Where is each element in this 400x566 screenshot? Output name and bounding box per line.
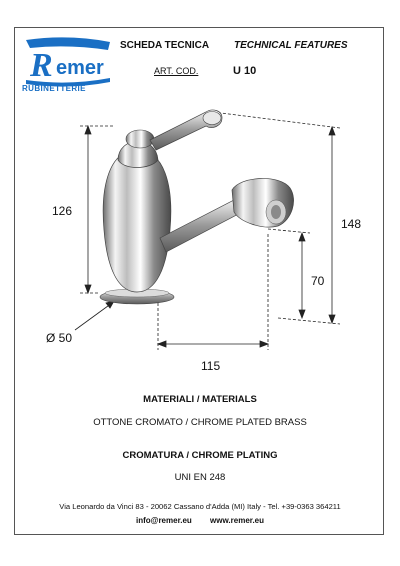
email-link[interactable]: info@remer.eu — [135, 516, 192, 525]
dimension-line-70 — [268, 229, 310, 318]
plating-value: UNI EN 248 — [174, 472, 226, 483]
dimension-label-spout-reach: 115 — [201, 359, 221, 373]
plating-title: CROMATURA / CHROME PLATING — [122, 450, 278, 461]
dimension-line-115 — [158, 234, 268, 350]
website-link[interactable]: www.remer.eu — [210, 516, 264, 525]
dimension-label-spout-height: 70 — [311, 274, 325, 288]
dimension-label-body-height: 126 — [52, 204, 73, 218]
brand-subtitle: RUBINETTERIE — [22, 84, 86, 93]
company-address: Via Leonardo da Vinci 83 - 20062 Cassano d'Adda (MI) Italy - Tel. +39-0363 364211 — [59, 502, 341, 511]
article-code-label: ART. COD. — [154, 66, 199, 76]
svg-text:emer: emer — [56, 57, 104, 79]
materials-value: OTTONE CROMATO / CHROME PLATED BRASS — [93, 417, 307, 428]
dimension-label-base-diameter: Ø 50 — [46, 331, 73, 345]
svg-text:R: R — [30, 47, 53, 84]
article-code-value: U 10 — [233, 65, 257, 77]
materials-title: MATERIALI / MATERIALS — [143, 394, 257, 405]
header-title-english: TECHNICAL FEATURES — [234, 40, 348, 51]
diameter-leader — [75, 301, 114, 330]
header-title-italian: SCHEDA TECNICA — [120, 40, 210, 51]
dimension-label-total-height: 148 — [341, 217, 362, 231]
company-contacts — [0, 516, 400, 525]
